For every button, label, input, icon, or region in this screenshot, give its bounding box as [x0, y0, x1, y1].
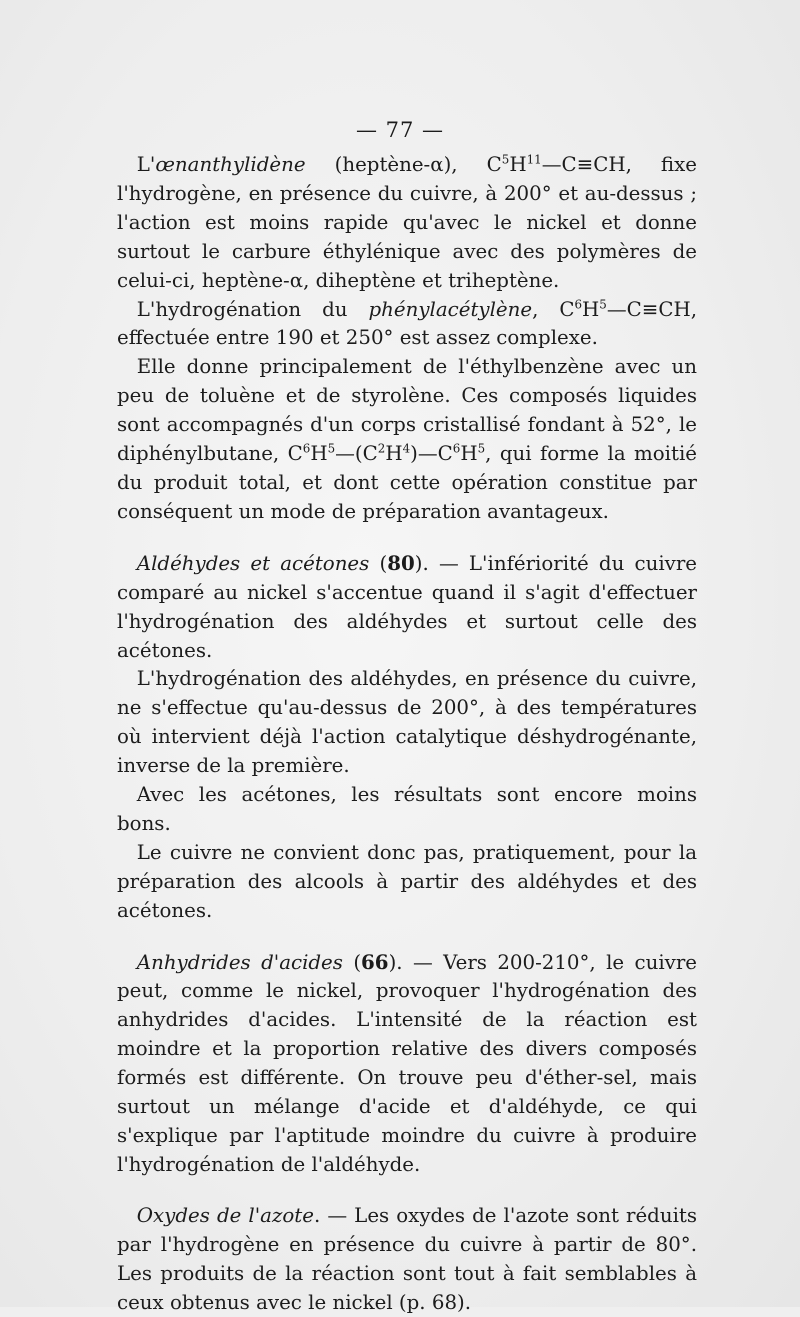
- p4-ref-number: 80: [387, 550, 415, 575]
- p2-sup-f: 5: [599, 296, 607, 311]
- p3-sup-f: 2: [377, 441, 386, 456]
- p3-text-k: H: [460, 442, 478, 466]
- p1-sup-d: 5: [501, 152, 510, 167]
- paragraph-aldehydes-acetones: [117, 549, 697, 666]
- section-heading-anhydrides: Anhydrides d'acides: [136, 950, 343, 974]
- p3-text-i: )—C: [410, 442, 453, 466]
- p3-sup-j: 6: [452, 441, 461, 456]
- p2-term-phenylacetylene: phénylacétylène: [368, 297, 533, 321]
- p4-text-d: ). — L'infériorité du cuivre comparé au nickel s'accentue quand il s'agit d'effectuer l'hydrogénation des aldéhydes et surtout celle des acétones.: [117, 551, 697, 662]
- p1-text-e: H: [509, 153, 527, 176]
- paragraph-ethylbenzene: [117, 353, 697, 526]
- p1-text-g: —C≡CH, fixe l'hydrogène, en présence du cuivre, à 200° et au-dessus ; l'action est moins rapide qu'avec le nickel et donne surtout le carbure éthylénique avec des polymères de celui-ci, heptène-α, diheptène et triheptène.: [117, 153, 697, 292]
- p8-ref-number: 66: [361, 949, 389, 974]
- p3-text-a: Elle donne principalement de l'éthylbenzène avec un peu de toluène et de styrolène. Ces composés liquides sont accompagnés d'un corps cristallisé fondant à 52°, le diphénylbutane, C: [117, 355, 697, 466]
- body-text: [117, 151, 697, 1317]
- p3-sup-h: 4: [402, 441, 411, 456]
- paragraph-acetones-results: Avec les acétones, les résultats sont encore moins bons.: [117, 783, 697, 835]
- p4-text-b: (: [369, 551, 388, 575]
- p1-text-c: (heptène-α), C: [305, 153, 502, 176]
- paragraph-phenylacetylene: [117, 296, 697, 354]
- p2-text-c: , C: [532, 297, 575, 321]
- p3-text-g: H: [385, 442, 403, 466]
- p2-text-g: —C≡CH, effectuée entre 190 et 250° est assez complexe.: [117, 297, 697, 350]
- paragraph-aldehydes-hydrogenation: L'hydrogénation des aldéhydes, en présence du cuivre, ne s'effectue qu'au-dessus de 200°, à des températures où intervient déjà l'action catalytique déshydrogénante, inverse de la première.: [117, 667, 697, 778]
- p3-text-e: —(C: [335, 442, 378, 466]
- p3-sup-d: 5: [327, 441, 336, 456]
- section-heading-oxides: Oxydes de l'azote: [136, 1203, 314, 1227]
- page-number: — 77 —: [355, 118, 445, 142]
- section-heading-aldehydes: Aldéhydes et acétones: [136, 551, 370, 575]
- p9-text-b: . — Les oxydes de l'azote sont réduits par l'hydrogène en présence du cuivre à partir de 80°. Les produits de la réaction sont tout à fait semblables à ceux obtenus avec le nickel (p. 68).: [117, 1203, 698, 1314]
- p3-text-m: , qui forme la moitié du produit total, et dont cette opération constitue par conséquent un mode de préparation avantageux.: [117, 442, 697, 523]
- p2-text-e: H: [582, 297, 600, 321]
- p1-text-a: L': [136, 153, 156, 176]
- p3-sup-l: 5: [477, 441, 486, 456]
- paragraph-anhydrides: [117, 948, 697, 1180]
- p1-sup-f: 11: [526, 152, 542, 167]
- p2-sup-d: 6: [574, 296, 583, 311]
- paragraph-nitrogen-oxides: [117, 1202, 697, 1317]
- p2-text-a: L'hydrogénation du: [136, 297, 369, 321]
- paragraph-oenanthylidene: [117, 151, 697, 296]
- p8-text-b: (: [342, 950, 362, 974]
- p8-text-d: ). — Vers 200-210°, le cuivre peut, comme le nickel, provoquer l'hydrogénation des anhydrides d'acides. L'intensité de la réaction est moindre et la proportion relative des divers composés formés est différente. On trouve peu d'éther-sel, mais surtout un mélange d'acide et d'aldéhyde, ce qui s'explique par l'aptitude moindre du cuivre à produire l'hydrogénation de l'aldéhyde.: [117, 950, 698, 1176]
- p3-sup-b: 6: [302, 441, 311, 456]
- p1-term-oenanthylidene: œnanthylidène: [155, 153, 306, 176]
- p3-text-c: H: [310, 442, 328, 466]
- paragraph-copper-unsuitable: Le cuivre ne convient donc pas, pratiquement, pour la préparation des alcools à partir des aldéhydes et des acétones.: [117, 840, 697, 922]
